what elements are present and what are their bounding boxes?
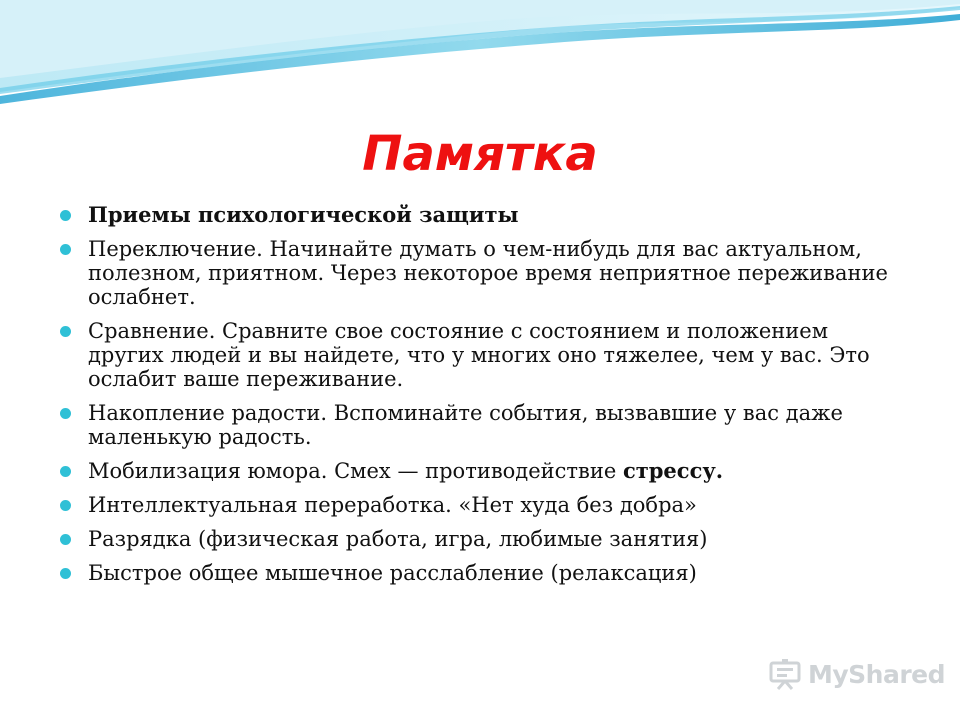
bullet-dot-icon [60, 534, 71, 545]
bullet-dot-icon [60, 466, 71, 477]
bullet-text: Быстрое общее мышечное расслабление (релаксация) [88, 561, 697, 585]
presentation-board-icon [768, 657, 802, 691]
bullet-item [58, 459, 888, 483]
bullet-text: Интеллектуальная переработка. «Нет худа без добра» [88, 493, 697, 517]
bullet-text: Сравнение. Сравните свое состояние с состоянием и положением других людей и вы найдете, что у многих оно тяжелее, чем у вас. Это ослабит ваше переживание. [88, 319, 870, 391]
bullet-text: Разрядка (физическая работа, игра, любимые занятия) [88, 527, 708, 551]
bullet-item [58, 319, 888, 391]
bullet-item [58, 493, 888, 517]
bullet-dot-icon [60, 210, 71, 221]
bullet-item [58, 561, 888, 585]
bullet-list [58, 203, 888, 595]
bullet-text-bold: стрессу. [622, 458, 724, 483]
bullet-text: Мобилизация юмора. Смех — противодействие [88, 459, 623, 483]
bullet-item [58, 527, 888, 551]
bullet-text: Накопление радости. Вспоминайте события, вызвавшие у вас даже маленькую радость. [88, 401, 843, 449]
bullet-text: Приемы психологической защиты [88, 202, 519, 227]
bullet-item [58, 203, 888, 227]
bullet-dot-icon [60, 568, 71, 579]
bullet-dot-icon [60, 408, 71, 419]
bullet-text: Переключение. Начинайте думать о чем-нибудь для вас актуальном, полезном, приятном. Через некоторое время неприятное переживание ослабнет. [88, 237, 888, 309]
watermark-logo [768, 654, 945, 694]
bullet-item [58, 237, 888, 309]
bullet-dot-icon [60, 326, 71, 337]
watermark-text: MyShared [808, 659, 946, 689]
bullet-dot-icon [60, 244, 71, 255]
header-wave-decoration [0, 0, 960, 120]
slide-title: Памятка [362, 126, 598, 182]
bullet-item [58, 401, 888, 449]
bullet-dot-icon [60, 500, 71, 511]
